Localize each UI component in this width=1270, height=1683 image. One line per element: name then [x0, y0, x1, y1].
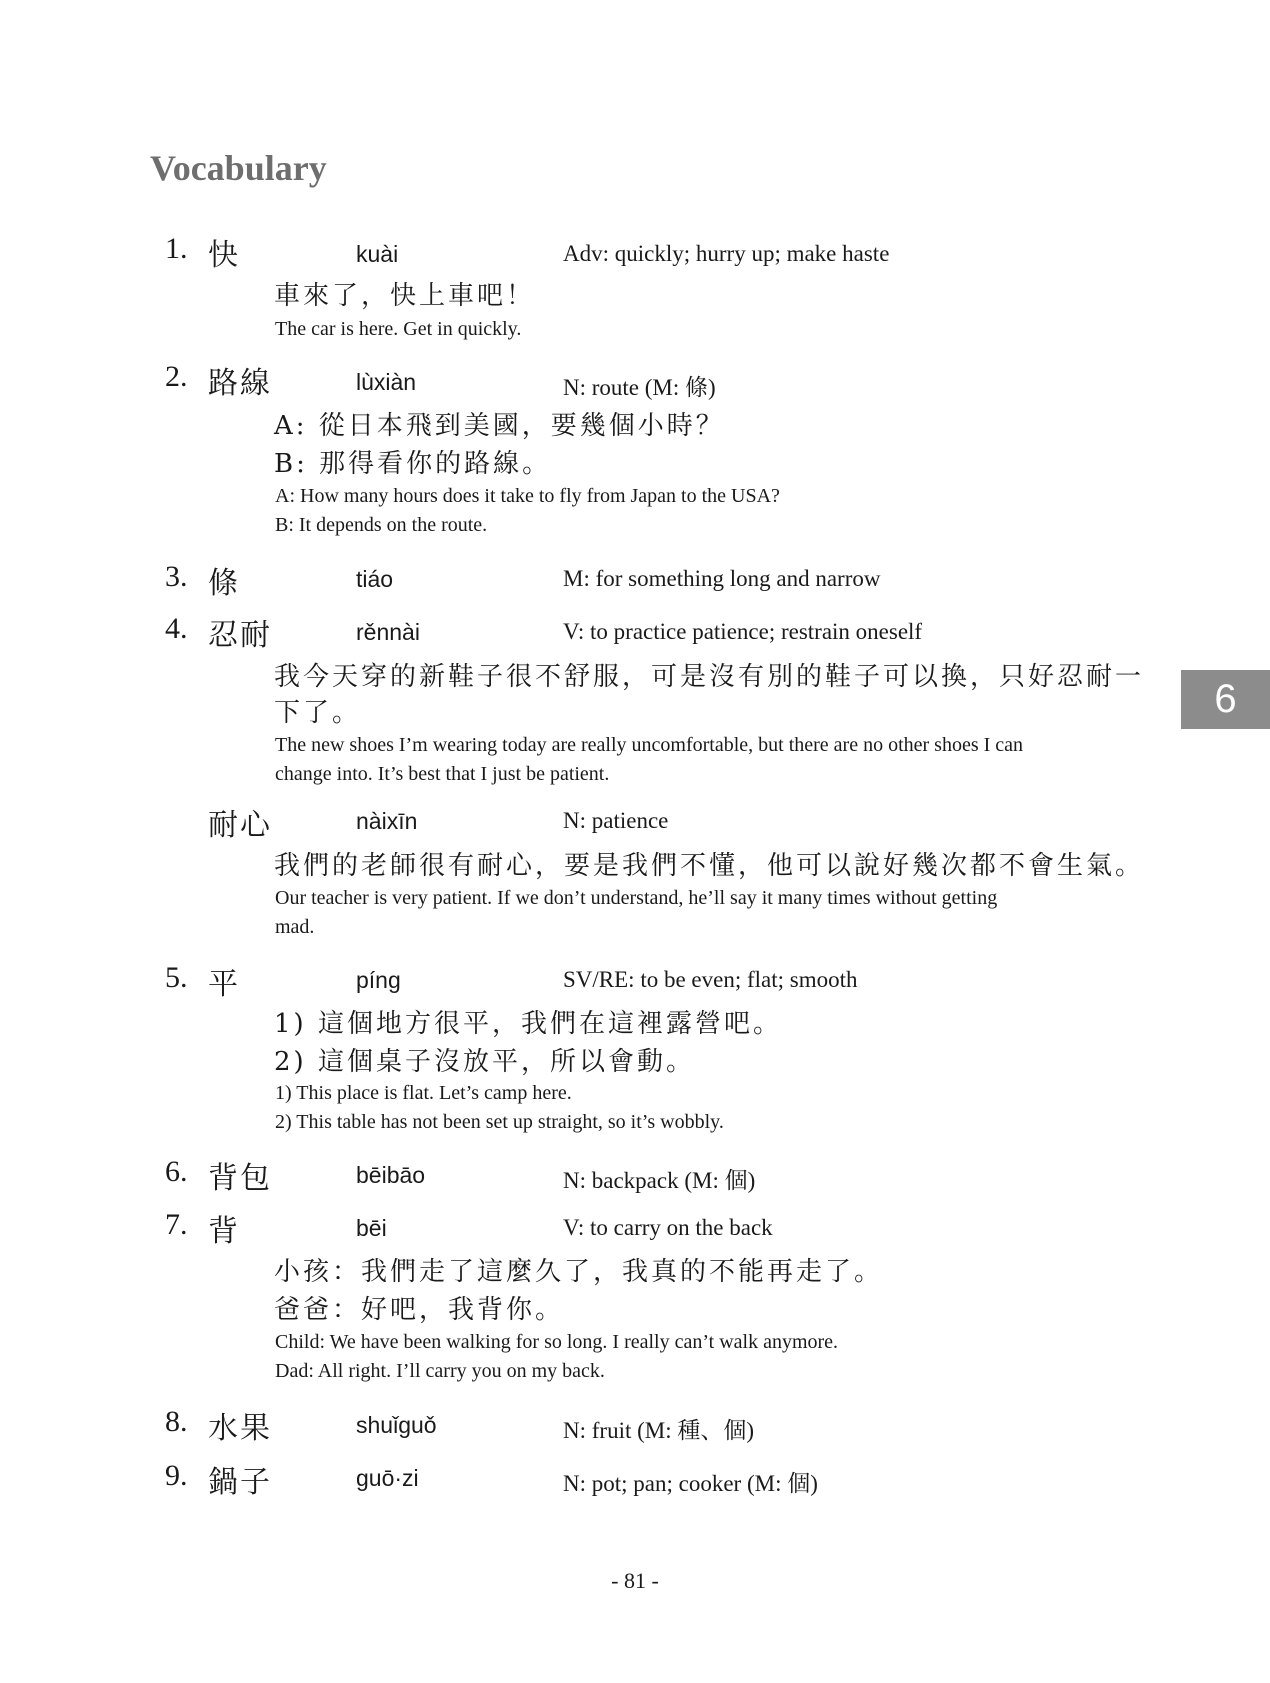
entry-hanzi: 條 — [208, 566, 240, 601]
entry-number: 3. — [165, 560, 188, 593]
example-english: 1) This place is flat. Let’s camp here. — [275, 1082, 572, 1104]
entry-number: 9. — [165, 1459, 188, 1492]
entry-hanzi: 背 — [208, 1214, 240, 1249]
entry-pinyin: bēibāo — [356, 1162, 426, 1188]
example-english: mad. — [275, 916, 315, 938]
entry-number: 6. — [165, 1155, 188, 1188]
entry-hanzi: 背包 — [208, 1161, 272, 1196]
example-english: B: It depends on the route. — [275, 514, 488, 536]
entry-pinyin: nàixīn — [356, 808, 418, 834]
example-english: 2) This table has not been set up straight, so it’s wobbly. — [275, 1111, 724, 1133]
entry-hanzi: 忍耐 — [208, 618, 272, 653]
entry-definition: Adv: quickly; hurry up; make haste — [563, 241, 890, 266]
entry-pinyin: tiáo — [356, 566, 394, 592]
entry-pinyin: kuài — [356, 241, 399, 267]
entry-pinyin: bēi — [356, 1215, 387, 1241]
entry-definition: N: pot; pan; cooker (M: 個) — [563, 1471, 818, 1496]
entry-hanzi: 快 — [208, 238, 240, 273]
entry-number: 2. — [165, 360, 188, 393]
example-chinese: 1) 這個地方很平，我們在這裡露營吧。 — [274, 1009, 782, 1039]
entry-definition: V: to carry on the back — [563, 1215, 773, 1240]
example-chinese: A: 從日本飛到美國，要幾個小時？ — [274, 411, 725, 441]
example-chinese: 我們的老師很有耐心，要是我們不懂，他可以說好幾次都不會生氣。 — [274, 851, 1145, 881]
entry-hanzi: 路線 — [208, 366, 272, 401]
entry-hanzi: 水果 — [208, 1411, 272, 1446]
page-title: Vocabulary — [150, 148, 327, 188]
entry-pinyin: lùxiàn — [356, 369, 417, 395]
entry-definition: N: patience — [563, 808, 669, 833]
example-english: change into. It’s best that I just be patient. — [275, 763, 610, 785]
chapter-tab: 6 — [1181, 670, 1270, 729]
entry-definition: N: route (M: 條) — [563, 375, 716, 400]
entry-definition: M: for something long and narrow — [563, 566, 881, 591]
entry-pinyin: shuǐguǒ — [356, 1412, 437, 1438]
example-chinese: 2) 這個桌子沒放平，所以會動。 — [274, 1047, 695, 1077]
entry-number: 5. — [165, 961, 188, 994]
example-english: The new shoes I’m wearing today are really uncomfortable, but there are no other shoes I can — [275, 734, 1024, 756]
example-english: The car is here. Get in quickly. — [275, 318, 522, 340]
example-chinese: 我今天穿的新鞋子很不舒服，可是沒有別的鞋子可以換，只好忍耐一 — [274, 662, 1145, 692]
entry-definition: N: fruit (M: 種、個) — [563, 1418, 755, 1443]
entry-number: 7. — [165, 1208, 188, 1241]
entry-number: 4. — [165, 612, 188, 645]
entry-definition: SV/RE: to be even; flat; smooth — [563, 967, 858, 992]
entry-hanzi: 平 — [208, 967, 240, 1002]
example-chinese: 下了。 — [274, 698, 362, 728]
entry-number: 8. — [165, 1405, 188, 1438]
example-english: Child: We have been walking for so long. I really can’t walk anymore. — [275, 1331, 839, 1353]
entry-number: 1. — [165, 232, 188, 265]
example-chinese: 小孩：我們走了這麼久了，我真的不能再走了。 — [274, 1257, 884, 1287]
example-english: A: How many hours does it take to fly from Japan to the USA? — [275, 485, 780, 507]
entry-hanzi: 耐心 — [208, 808, 272, 843]
example-chinese: B: 那得看你的路線。 — [274, 449, 552, 479]
entry-definition: N: backpack (M: 個) — [563, 1168, 756, 1193]
entry-hanzi: 鍋子 — [208, 1465, 272, 1500]
entry-pinyin: píng — [356, 967, 401, 993]
entry-pinyin: guō·zi — [356, 1465, 419, 1491]
example-chinese: 車來了，快上車吧！ — [274, 281, 536, 311]
page-number: - 81 - — [611, 1568, 659, 1593]
example-chinese: 爸爸：好吧，我背你。 — [274, 1295, 565, 1325]
example-english: Dad: All right. I’ll carry you on my back. — [275, 1360, 605, 1382]
entry-pinyin: rěnnài — [356, 619, 420, 645]
entry-definition: V: to practice patience; restrain oneself — [563, 619, 923, 644]
example-english: Our teacher is very patient. If we don’t understand, he’ll say it many times without getting — [275, 887, 998, 909]
